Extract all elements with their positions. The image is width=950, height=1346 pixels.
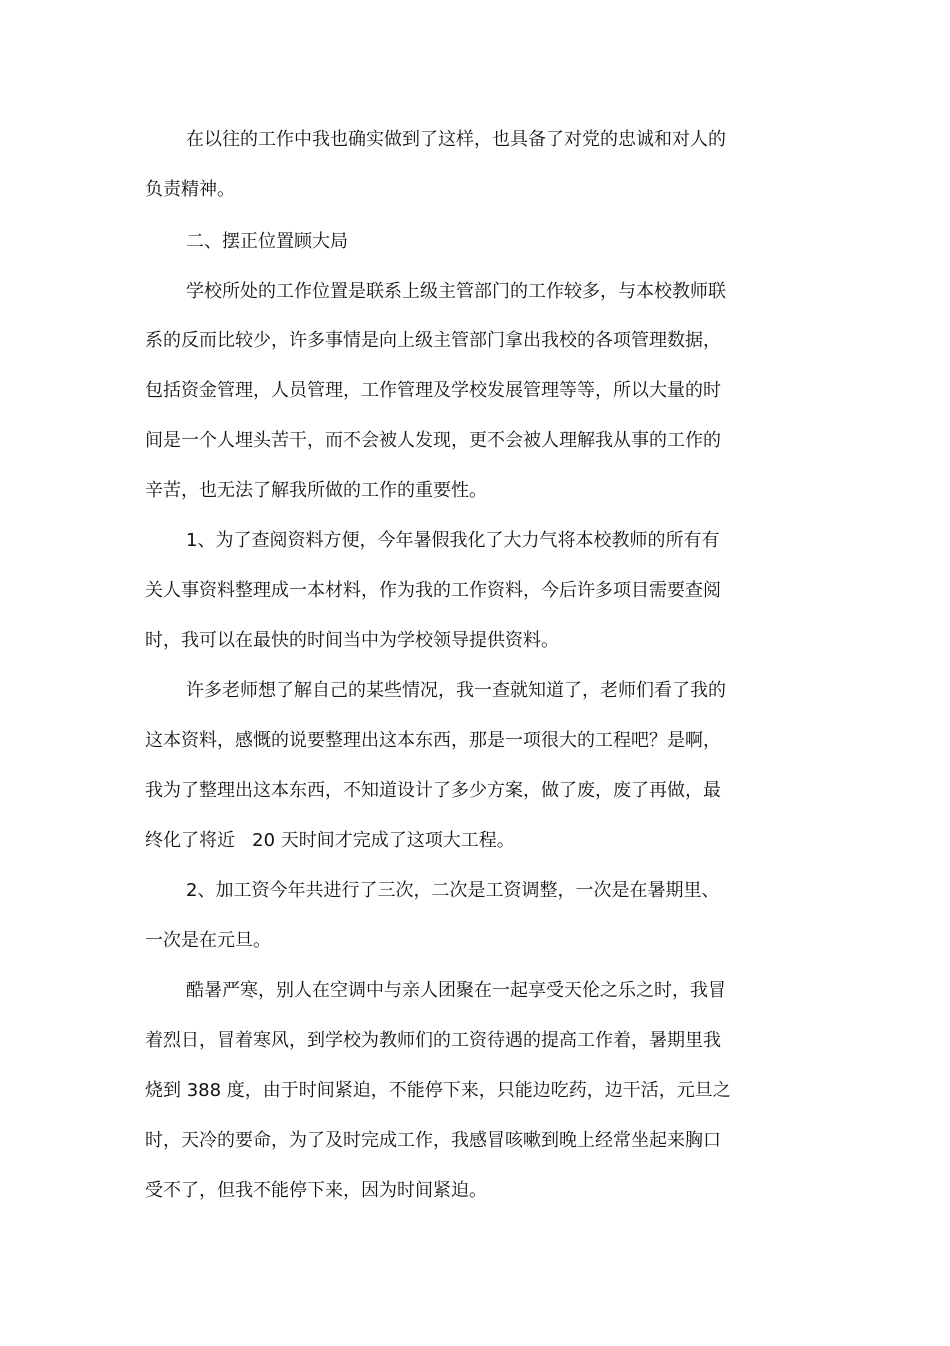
text-line: 着烈日，冒着寒风，到学校为教师们的工资待遇的提高工作着，暑期里我 bbox=[145, 1030, 721, 1051]
text-line: 负责精神。 bbox=[145, 179, 235, 200]
text-line: 我为了整理出这本东西，不知道设计了多少方案，做了废，废了再做，最 bbox=[145, 780, 721, 801]
text-line: 1、为了查阅资料方便，今年暑假我化了大力气将本校教师的所有有 bbox=[186, 530, 720, 551]
text-line: 这本资料，感慨的说要整理出这本东西，那是一项很大的工程吧？是啊， bbox=[145, 730, 721, 751]
text-line: 一次是在元旦。 bbox=[145, 930, 271, 951]
text-line: 烧到 388 度，由于时间紧迫，不能停下来，只能边吃药，边干活，元旦之 bbox=[145, 1080, 731, 1101]
text-line: 受不了，但我不能停下来，因为时间紧迫。 bbox=[145, 1180, 487, 1201]
text-line: 酷暑严寒，别人在空调中与亲人团聚在一起享受天伦之乐之时，我冒 bbox=[186, 980, 726, 1001]
text-line: 间是一个人埋头苦干，而不会被人发现，更不会被人理解我从事的工作的 bbox=[145, 430, 721, 451]
text-line: 终化了将近 20 天时间才完成了这项大工程。 bbox=[145, 830, 515, 851]
section-heading: 二、摆正位置顾大局 bbox=[186, 231, 348, 252]
text-line: 许多老师想了解自己的某些情况，我一查就知道了，老师们看了我的 bbox=[186, 680, 726, 701]
text-line: 时，天冷的要命，为了及时完成工作，我感冒咳嗽到晚上经常坐起来胸口 bbox=[145, 1130, 721, 1151]
text-line: 2、加工资今年共进行了三次，二次是工资调整，一次是在暑期里、 bbox=[186, 880, 720, 901]
text-line: 包括资金管理，人员管理，工作管理及学校发展管理等等，所以大量的时 bbox=[145, 380, 721, 401]
text-line: 学校所处的工作位置是联系上级主管部门的工作较多，与本校教师联 bbox=[186, 281, 726, 302]
text-line: 系的反而比较少，许多事情是向上级主管部门拿出我校的各项管理数据， bbox=[145, 330, 721, 351]
text-line: 时，我可以在最快的时间当中为学校领导提供资料。 bbox=[145, 630, 559, 651]
text-line: 关人事资料整理成一本材料，作为我的工作资料，今后许多项目需要查阅 bbox=[145, 580, 721, 601]
text-line: 辛苦，也无法了解我所做的工作的重要性。 bbox=[145, 480, 487, 501]
text-line: 在以往的工作中我也确实做到了这样，也具备了对党的忠诚和对人的 bbox=[186, 129, 726, 150]
